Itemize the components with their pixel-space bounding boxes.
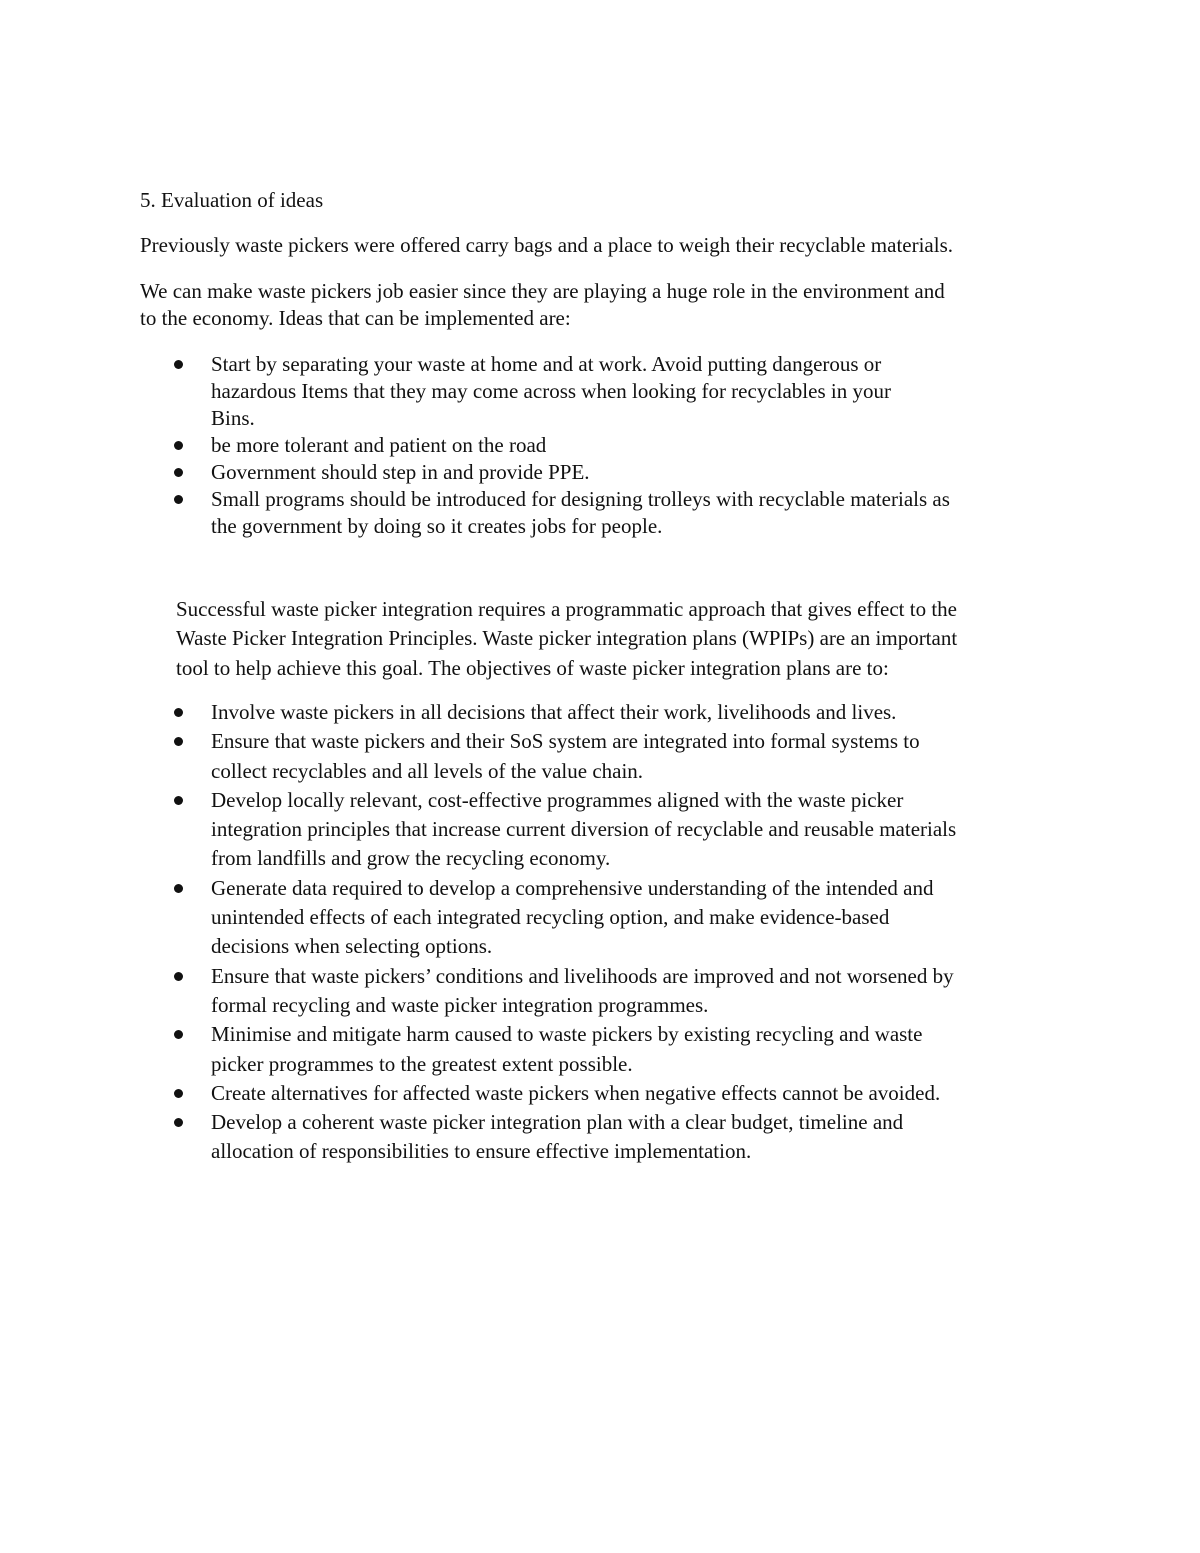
list-item-line: unintended effects of each integrated recycling option, and make evidence-based xyxy=(211,905,890,930)
paragraph-line: Successful waste picker integration requires a programmatic approach that gives effect to the xyxy=(176,597,957,621)
list-item-line: Minimise and mitigate harm caused to waste pickers by existing recycling and waste xyxy=(211,1022,923,1047)
bullet-icon xyxy=(174,708,183,717)
list-item-line: Develop locally relevant, cost-effective programmes aligned with the waste picker xyxy=(211,787,904,812)
list-item xyxy=(140,698,1060,727)
paragraph-line: to the economy. Ideas that can be implemented are: xyxy=(140,306,571,330)
list-item xyxy=(140,1108,1060,1167)
bullet-icon xyxy=(174,468,183,477)
section-heading: 5. Evaluation of ideas xyxy=(140,188,324,212)
bullet-icon xyxy=(174,884,183,893)
paragraph-make-job-easier xyxy=(140,278,1060,332)
list-item xyxy=(140,486,1060,540)
list-item-line: decisions when selecting options. xyxy=(211,934,493,959)
bullet-icon xyxy=(174,1089,183,1098)
ideas-list xyxy=(140,351,1060,540)
list-item-line: Develop a coherent waste picker integration plan with a clear budget, timeline and xyxy=(211,1110,904,1135)
list-item xyxy=(140,786,1060,874)
list-item xyxy=(140,874,1060,962)
objectives-list xyxy=(140,698,1060,1167)
list-item-line: be more tolerant and patient on the road xyxy=(211,433,547,457)
list-item-line: Ensure that waste pickers’ conditions and livelihoods are improved and not worsened by xyxy=(211,963,954,988)
list-item xyxy=(140,351,1060,432)
list-item xyxy=(140,962,1060,1021)
list-item xyxy=(140,432,1060,459)
list-item-line: Start by separating your waste at home and at work. Avoid putting dangerous or xyxy=(211,352,882,376)
list-item xyxy=(140,1020,1060,1079)
paragraph-previous-offers: Previously waste pickers were offered carry bags and a place to weigh their recyclable materials. xyxy=(140,233,954,257)
bullet-icon xyxy=(174,495,183,504)
list-item-line: from landfills and grow the recycling economy. xyxy=(211,846,611,871)
list-item-line: integration principles that increase current diversion of recyclable and reusable materials xyxy=(211,817,957,842)
list-item-line: Ensure that waste pickers and their SoS system are integrated into formal systems to xyxy=(211,729,920,754)
list-item-line: Involve waste pickers in all decisions that affect their work, livelihoods and lives. xyxy=(211,700,897,724)
bullet-icon xyxy=(174,360,183,369)
list-item-line: Government should step in and provide PPE. xyxy=(211,460,590,484)
bullet-icon xyxy=(174,441,183,450)
list-item xyxy=(140,459,1060,486)
list-item-line: hazardous Items that they may come across when looking for recyclables in your xyxy=(211,379,891,403)
list-item-line: Create alternatives for affected waste pickers when negative effects cannot be avoided. xyxy=(211,1080,941,1105)
paragraph-line: Waste Picker Integration Principles. Waste picker integration plans (WPIPs) are an important xyxy=(176,626,958,651)
bullet-icon xyxy=(174,1030,183,1039)
list-item-line: collect recyclables and all levels of the value chain. xyxy=(211,758,644,783)
paragraph-integration-plans xyxy=(176,595,1076,683)
list-item-line: Generate data required to develop a comprehensive understanding of the intended and xyxy=(211,875,934,900)
list-item-line: formal recycling and waste picker integration programmes. xyxy=(211,992,709,1017)
bullet-icon xyxy=(174,737,183,746)
list-item xyxy=(140,727,1060,786)
list-item xyxy=(140,1079,1060,1108)
list-item-line: allocation of responsibilities to ensure effective implementation. xyxy=(211,1139,752,1164)
bullet-icon xyxy=(174,972,183,981)
bullet-icon xyxy=(174,796,183,805)
list-item-line: picker programmes to the greatest extent possible. xyxy=(211,1051,633,1076)
bullet-icon xyxy=(174,1118,183,1127)
list-item-line: Bins. xyxy=(211,406,255,430)
paragraph-line: We can make waste pickers job easier since they are playing a huge role in the environment and xyxy=(140,279,945,303)
list-item-line: the government by doing so it creates jobs for people. xyxy=(211,514,663,538)
paragraph-line: tool to help achieve this goal. The objectives of waste picker integration plans are to: xyxy=(176,655,889,680)
list-item-line: Small programs should be introduced for designing trolleys with recyclable materials as xyxy=(211,487,950,511)
